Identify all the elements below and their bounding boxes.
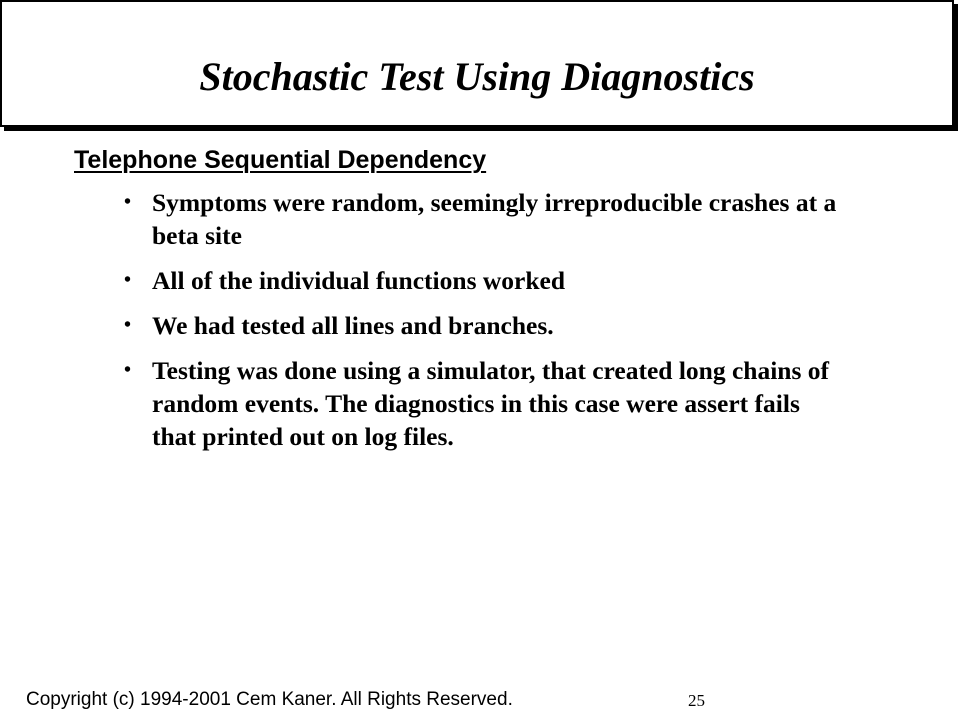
section-subheading: Telephone Sequential Dependency xyxy=(74,146,487,174)
bullet-item xyxy=(118,186,838,252)
bullet-icon: • xyxy=(124,269,132,291)
bullet-item xyxy=(118,264,838,297)
bullet-text: Testing was done using a simulator, that created long chains of random events. The diagnostics in this case were assert fails that printed out on log files. xyxy=(152,356,830,451)
bullet-text: Symptoms were random, seemingly irreproducible crashes at a beta site xyxy=(152,188,837,250)
bullet-item xyxy=(118,354,838,453)
bullet-item xyxy=(118,309,838,342)
slide-title: Stochastic Test Using Diagnostics xyxy=(199,54,755,99)
bullet-icon: • xyxy=(124,359,132,381)
page-number: 25 xyxy=(688,691,705,710)
bullet-list xyxy=(118,186,838,465)
footer-copyright: Copyright (c) 1994-2001 Cem Kaner. All Rights Reserved. xyxy=(26,689,513,710)
bullet-text: All of the individual functions worked xyxy=(152,266,566,295)
bullet-text: We had tested all lines and branches. xyxy=(152,311,554,340)
bullet-icon: • xyxy=(124,314,132,336)
bullet-icon: • xyxy=(124,191,132,213)
